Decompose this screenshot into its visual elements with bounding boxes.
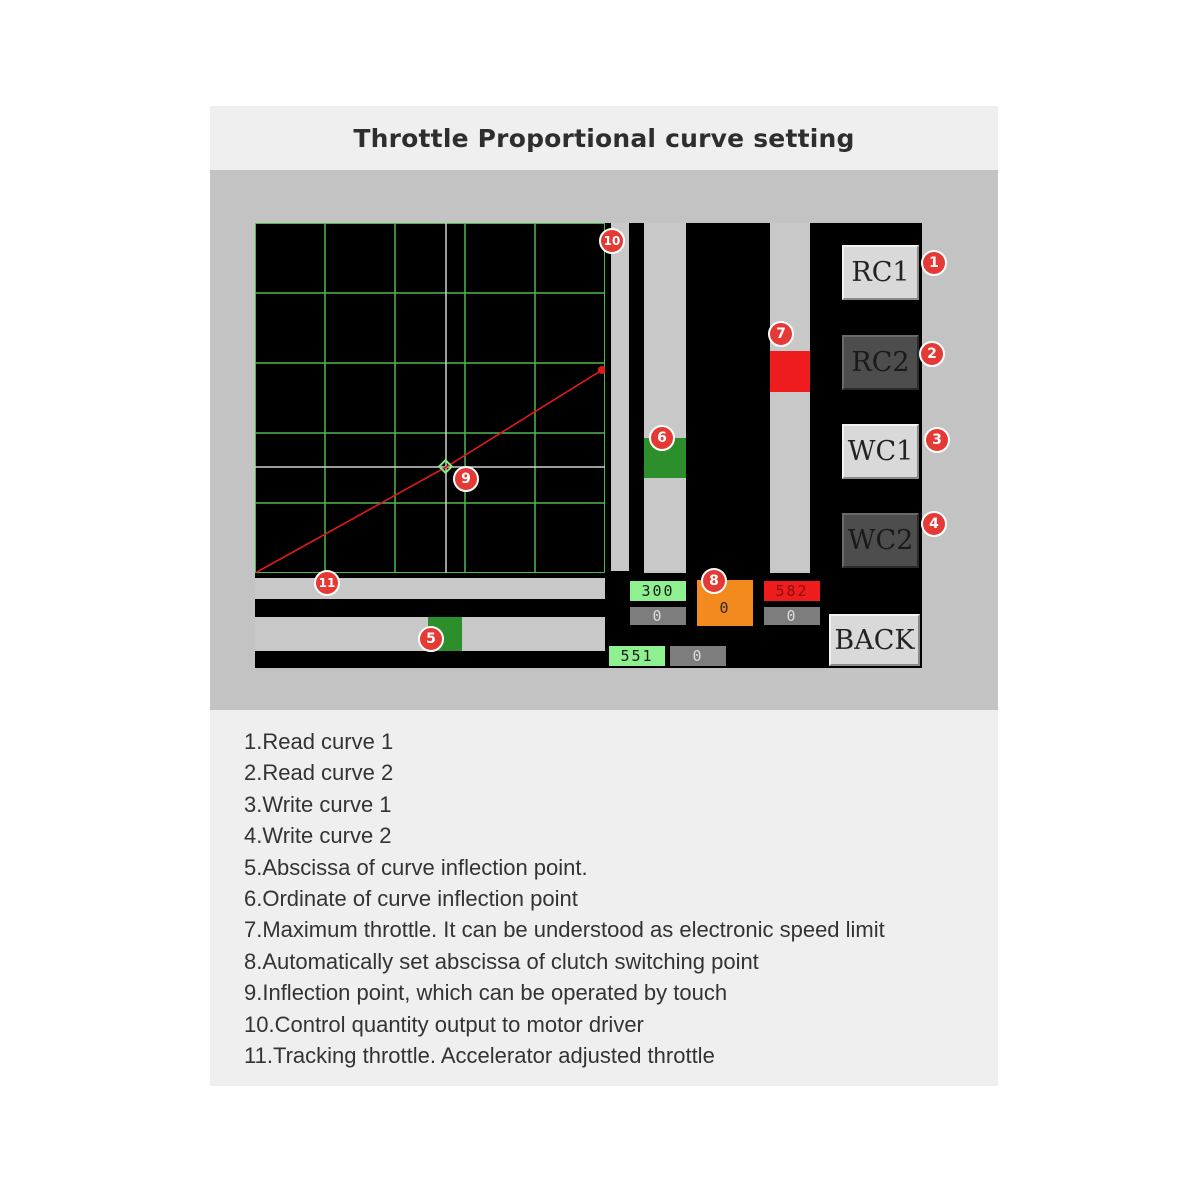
output-level-track [611, 223, 629, 571]
crosshair-lines [255, 223, 605, 573]
callout-marker-10: 10 [599, 228, 625, 254]
tracking-throttle-track [255, 578, 605, 599]
screen-bg-center [686, 223, 770, 578]
callout-marker-1: 1 [921, 250, 947, 276]
callout-marker-8: 8 [701, 568, 727, 594]
legend-item: 3.Write curve 1 [244, 791, 392, 817]
max-throttle-slider-handle[interactable] [770, 351, 810, 392]
legend-item: 6.Ordinate of curve inflection point [244, 885, 578, 911]
legend-item: 2.Read curve 2 [244, 760, 394, 786]
curve-end-point [598, 366, 605, 374]
legend-item: 10.Control quantity output to motor driver [244, 1011, 644, 1037]
callout-marker-9: 9 [453, 466, 479, 492]
legend-item: 1.Read curve 1 [244, 729, 394, 754]
clutch-abscissa-value: 0 [697, 580, 753, 626]
rc1-button[interactable]: RC1 [842, 245, 919, 300]
max-throttle-value: 582 [764, 581, 820, 601]
legend-item: 4.Write curve 2 [244, 823, 392, 849]
legend-item: 7.Maximum throttle. It can be understood as electronic speed limit [244, 917, 885, 943]
max-throttle-slider-track[interactable] [770, 223, 810, 571]
legend-item: 8.Automatically set abscissa of clutch switching point [244, 948, 759, 974]
back-button[interactable]: BACK [829, 614, 920, 666]
callout-marker-11: 11 [314, 570, 340, 596]
callout-marker-2: 2 [919, 341, 945, 367]
max-throttle-sub-value: 0 [764, 607, 820, 625]
abscissa-sub-value: 0 [670, 646, 726, 666]
wc2-button[interactable]: WC2 [842, 513, 919, 568]
throttle-curve-line [257, 370, 602, 572]
ordinate-slider-track[interactable] [644, 223, 686, 571]
page-title: Throttle Proportional curve setting [353, 123, 855, 153]
output-bar-frame [630, 223, 644, 578]
curve-graph[interactable] [255, 223, 605, 573]
title-bar [210, 106, 998, 170]
callout-marker-5: 5 [418, 626, 444, 652]
callout-marker-3: 3 [924, 427, 950, 453]
callout-marker-6: 6 [649, 425, 675, 451]
callout-marker-4: 4 [921, 511, 947, 537]
legend-item: 11.Tracking throttle. Accelerator adjusted throttle [244, 1042, 715, 1068]
abscissa-value: 551 [609, 646, 665, 666]
legend-item: 5.Abscissa of curve inflection point. [244, 854, 588, 880]
legend-list [244, 726, 885, 1071]
legend-item: 9.Inflection point, which can be operated by touch [244, 980, 728, 1006]
ordinate-value: 300 [630, 581, 686, 601]
grid-lines [255, 223, 605, 573]
callout-marker-7: 7 [768, 321, 794, 347]
ordinate-sub-value: 0 [630, 607, 686, 625]
rc2-button[interactable]: RC2 [842, 335, 919, 390]
wc1-button[interactable]: WC1 [842, 424, 919, 479]
